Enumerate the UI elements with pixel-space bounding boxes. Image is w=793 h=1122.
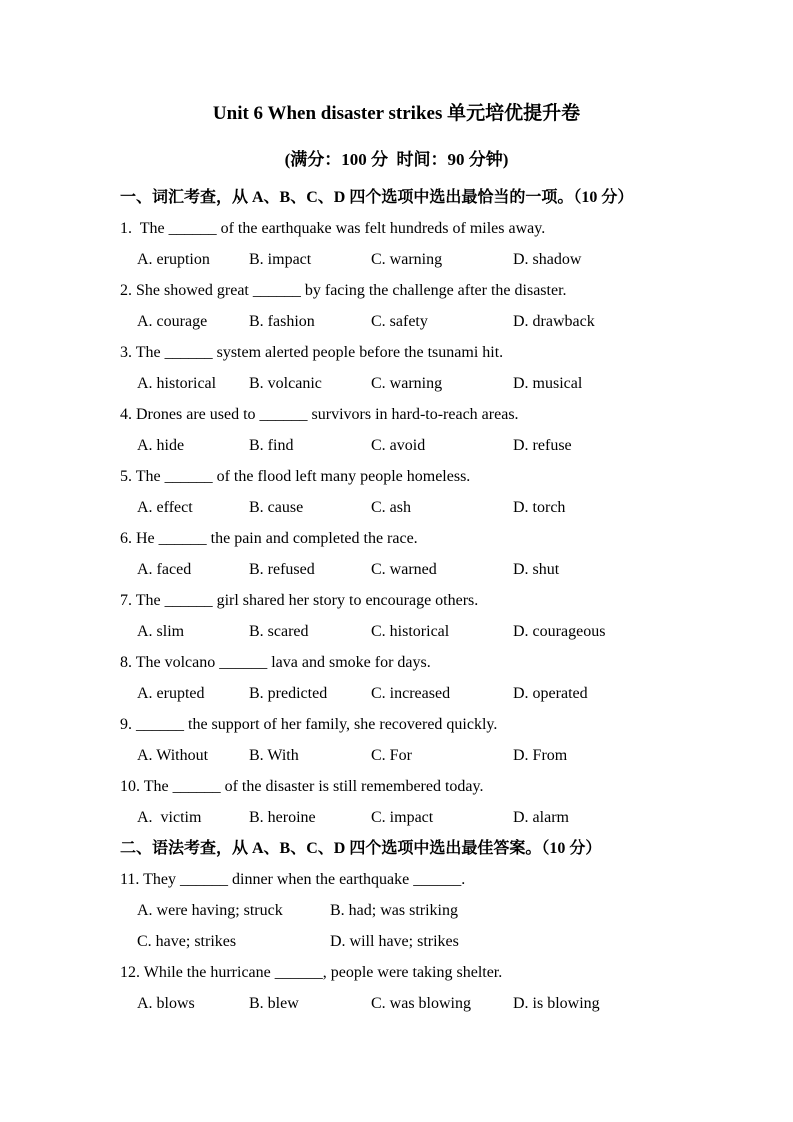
option-b: B. cause [249, 499, 304, 516]
question-8-options [137, 678, 793, 709]
section-1-heading: 一、词汇考查，从 A、B、C、D 四个选项中选出最恰当的一项。（10 分） [120, 189, 634, 206]
option-d: D. shut [513, 561, 560, 578]
option-a: A. faced [137, 561, 192, 578]
option-c: C. warning [371, 375, 443, 392]
option-d: D. shadow [513, 251, 582, 268]
option-d: D. torch [513, 499, 566, 516]
question-7-options [137, 616, 793, 647]
page-title: Unit 6 When disaster strikes 单元培优提升卷 [212, 103, 581, 124]
option-c: C. impact [371, 809, 434, 826]
question-4-options [137, 430, 793, 461]
question-5-options [137, 492, 793, 523]
option-a: A. effect [137, 499, 193, 516]
question-5-stem: 5. The ______ of the flood left many people homeless. [120, 468, 471, 485]
option-a: A. historical [137, 375, 217, 392]
option-a: A. erupted [137, 685, 205, 702]
question-11-options-row-1 [137, 895, 793, 926]
option-d: D. is blowing [513, 995, 600, 1012]
question-1-options [137, 244, 793, 275]
question-6-stem: 6. He ______ the pain and completed the race. [120, 530, 418, 547]
option-a: A. Without [137, 747, 209, 764]
option-b: B. predicted [249, 685, 328, 702]
option-c: C. warning [371, 251, 443, 268]
question-10-options [137, 802, 793, 833]
option-d: D. refuse [513, 437, 572, 454]
option-c: C. avoid [371, 437, 426, 454]
question-7-stem: 7. The ______ girl shared her story to encourage others. [120, 592, 479, 609]
option-b: B. impact [249, 251, 312, 268]
option-a: A. were having; struck [137, 902, 283, 919]
question-3-stem: 3. The ______ system alerted people before the tsunami hit. [120, 344, 504, 361]
question-11-stem: 11. They ______ dinner when the earthquake ______. [120, 871, 466, 888]
option-d: D. courageous [513, 623, 606, 640]
option-d: D. From [513, 747, 568, 764]
question-4-stem: 4. Drones are used to ______ survivors in hard-to-reach areas. [120, 406, 519, 423]
question-3-options [137, 368, 793, 399]
option-b: B. blew [249, 995, 299, 1012]
question-2-options [137, 306, 793, 337]
question-1-stem: 1. The ______ of the earthquake was felt hundreds of miles away. [120, 220, 546, 237]
option-d: D. alarm [513, 809, 569, 826]
option-c: C. safety [371, 313, 428, 330]
option-a: A. victim [137, 809, 202, 826]
option-a: A. slim [137, 623, 185, 640]
question-8-stem: 8. The volcano ______ lava and smoke for days. [120, 654, 431, 671]
option-a: A. hide [137, 437, 185, 454]
option-a: A. blows [137, 995, 195, 1012]
question-10-stem: 10. The ______ of the disaster is still remembered today. [120, 778, 484, 795]
option-b: B. scared [249, 623, 309, 640]
option-b: B. heroine [249, 809, 316, 826]
option-c: C. warned [371, 561, 437, 578]
question-6-options [137, 554, 793, 585]
option-b: B. find [249, 437, 294, 454]
option-b: B. volcanic [249, 375, 322, 392]
option-c: C. increased [371, 685, 451, 702]
option-b: B. refused [249, 561, 315, 578]
option-d: D. musical [513, 375, 583, 392]
option-c: C. For [371, 747, 412, 764]
option-d: D. operated [513, 685, 588, 702]
question-9-stem: 9. ______ the support of her family, she recovered quickly. [120, 716, 498, 733]
question-12-options [137, 988, 793, 1019]
section-2-heading: 二、语法考查，从 A、B、C、D 四个选项中选出最佳答案。（10 分） [120, 840, 602, 857]
option-b: B. had; was striking [330, 902, 458, 919]
page-subtitle: (满分：100 分 时间：90 分钟) [284, 150, 509, 169]
option-c: C. have; strikes [137, 933, 237, 950]
option-d: D. drawback [513, 313, 595, 330]
option-d: D. will have; strikes [330, 933, 459, 950]
option-a: A. courage [137, 313, 208, 330]
option-c: C. ash [371, 499, 411, 516]
option-b: B. fashion [249, 313, 315, 330]
option-c: C. historical [371, 623, 450, 640]
option-c: C. was blowing [371, 995, 471, 1012]
question-11-options-row-2 [137, 926, 793, 957]
question-2-stem: 2. She showed great ______ by facing the challenge after the disaster. [120, 282, 567, 299]
option-b: B. With [249, 747, 299, 764]
question-12-stem: 12. While the hurricane ______, people were taking shelter. [120, 964, 503, 981]
question-9-options [137, 740, 793, 771]
option-a: A. eruption [137, 251, 210, 268]
